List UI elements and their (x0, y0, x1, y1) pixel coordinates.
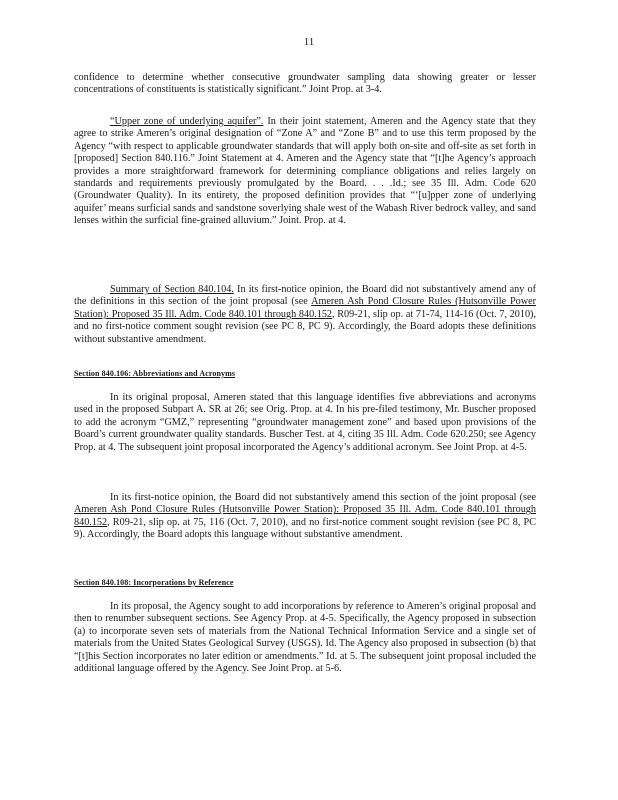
paragraph-text: confidence to determine whether consecutive groundwater sampling data showing greater or lesser concentrations of constituents is statistically significant.” Joint Prop. at 3-4. (74, 72, 536, 96)
case-citation: Ameren Ash Pond Closure Rules (Hutsonville Power Station): Proposed 35 Ill. Adm. Code 840.101 through 840.152 (74, 504, 536, 528)
section-heading: Section 840.106: Abbreviations and Acronyms (74, 369, 236, 378)
paragraph-text: In its proposal, the Agency sought to add incorporations by reference to Ameren’s original proposal and then to renumber subsequent sections. See Agency Prop. at 4-5. Specifically, the Agency proposed in subsection (a) to incorporate seven sets of materials from the National Technical Information Service and a single set of materials from the United States Geological Survey (USGS). Id. The Agency also proposed in subsection (b) that “[t]his Section incorporates no later edition or amendments.” Id. at 5. The subsequent joint proposal included the additional language offered by the Agency. See Joint Prop. at 5-6. (74, 601, 536, 675)
section-840-106-paragraph-b (74, 492, 536, 542)
paragraph-text: In its first-notice opinion, the Board did not substantively amend any of the definitions in this section of the joint proposal (see (74, 284, 536, 308)
section-840-106-heading (74, 368, 536, 380)
summary-section-840-104 (74, 284, 536, 346)
case-citation: Ameren Ash Pond Closure Rules (Hutsonville Power Station): Proposed 35 Ill. Adm. Code 840.101 through 840.152 (74, 296, 536, 320)
section-840-106-paragraph-a (74, 392, 536, 454)
definition-upper-zone (74, 116, 536, 228)
definition-term: “Upper zone of underlying aquifer”. (110, 116, 264, 127)
paragraph-continuation (74, 72, 536, 97)
paragraph-text: , R09-21, slip op. at 71-74, 114-16 (Oct. 7, 2010), and no first-notice comment sought revision (see PC 8, PC 9). Accordingly, the Board adopts these definitions without substantive amendment. (74, 308, 536, 345)
section-840-108-heading (74, 577, 536, 589)
section-heading: Section 840.108: Incorporations by Reference (74, 578, 234, 587)
paragraph-text: , R09-21, slip op. at 75, 116 (Oct. 7, 2010), and no first-notice comment sought revision (see PC 8, PC 9). Accordingly, the Board adopts this language without substantive amendment. (74, 516, 536, 541)
paragraph-text: In their joint statement, Ameren and the Agency state that they agree to strike Ameren’s original designation of “Zone A” and “Zone B” and to use this term proposed by the Agency “with respect to applicable groundwater standards that will apply both on-site and off-site as set forth in [proposed] Section 840.116.” Joint Statement at 4. Ameren and the Agency state that “[t]he Agency’s approach provides a more straightforward framework for determining compliance obligations and relies largely on standards and requirements previously promulgated by the Board. . . .Id.; see 35 Ill. Adm. Code 620 (Groundwater Quality). In its entirety, the proposed definition provides that “‘[u]pper zone of underlying aquifer’ means surficial sands and sandstone soverlying shale west of the Wabash River bedrock valley, and sand lenses within the surficial fine-grained alluvium.” Joint. Prop. at 4. (74, 116, 536, 227)
page-number: 11 (303, 36, 315, 48)
paragraph-text: In its first-notice opinion, the Board did not substantively amend this section of the joint proposal (see (110, 492, 536, 503)
paragraph-text: In its original proposal, Ameren stated that this language identifies five abbreviations and acronyms used in the proposed Subpart A. SR at 26; see Orig. Prop. at 4. In his pre-filed testimony, Mr. Buscher proposed to add the acronym “GMZ,” representing “groundwater management zone” and based upon provisions of the Board’s current groundwater quality standards. Buscher Test. at 4, citing 35 Ill. Adm. Code 620.250; see Agency Prop. at 4. The subsequent joint proposal incorporated the Agency’s additional acronym. See Joint Prop. at 4-5. (74, 392, 536, 453)
summary-heading: Summary of Section 840.104. (110, 284, 234, 295)
section-840-108-paragraph (74, 601, 536, 675)
